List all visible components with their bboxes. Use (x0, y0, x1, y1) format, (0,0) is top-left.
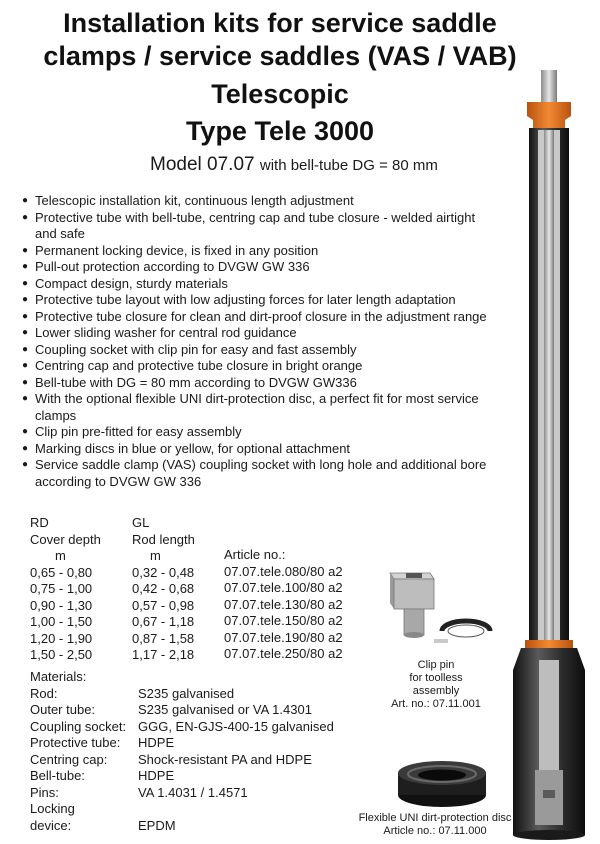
clip-pin-caption (380, 659, 492, 711)
table-cell-rd: 0,65 - 0,80 (30, 564, 93, 580)
socket-face (394, 579, 434, 609)
inner-rod (544, 130, 554, 660)
table-column-article (224, 547, 343, 663)
material-value: S235 galvanised or VA 1.4301 (138, 702, 312, 717)
feature-item: ● Protective tube with bell-tube, centring cap and tube closure - welded airtight and safe (22, 210, 492, 243)
socket-body (390, 573, 394, 609)
material-row (30, 785, 334, 802)
feature-item: ● Protective tube closure for clean and dirt-proof closure in the adjustment range (22, 309, 492, 326)
disc-hole (418, 770, 466, 781)
gl-header: GL (132, 515, 150, 530)
material-row (30, 702, 334, 719)
telescopic-kit-illustration (505, 70, 595, 840)
table-cell-gl: 0,42 - 0,68 (132, 581, 195, 596)
table-cell-gl: 0,32 - 0,48 (132, 564, 195, 580)
locking-value: EPDM (138, 817, 176, 833)
material-row (30, 768, 334, 785)
feature-list (22, 193, 492, 490)
material-label: Protective tube: (30, 735, 121, 750)
table-cell-rd: 1,20 - 1,90 (30, 630, 93, 646)
feature-item: ● Marking discs in blue or yellow, for optional attachment (22, 441, 492, 458)
feature-item: ● Centring cap and protective tube closure in bright orange (22, 358, 492, 375)
disc-caption-line: Flexible UNI dirt-protection disc (358, 812, 512, 824)
feature-item: ● Service saddle clamp (VAS) coupling socket with long hole and additional bore according to DVGW GW 336 (22, 457, 492, 490)
rd-subheader: Cover depth (30, 531, 101, 547)
model-line (150, 154, 438, 176)
table-cell-rd: 0,90 - 1,30 (30, 597, 93, 613)
materials-heading: Materials: (30, 669, 87, 684)
gl-subheader: Rod length (132, 531, 195, 547)
table-column-gl (132, 515, 195, 664)
feature-item: ● Protective tube layout with low adjusting forces for later length adaptation (22, 292, 492, 309)
material-value: S235 galvanised (138, 685, 235, 701)
table-cell-gl: 0,87 - 1,58 (132, 630, 195, 646)
gl-unit: m (150, 548, 161, 563)
material-row (30, 752, 334, 769)
feature-item: ● With the optional flexible UNI dirt-protection disc, a perfect fit for most service clamps (22, 391, 492, 424)
socket-base (404, 632, 424, 638)
clip-pin-hole (543, 790, 555, 798)
title-line-2: clamps / service saddles (VAS / VAB) (43, 41, 517, 71)
material-label: Bell-tube: (30, 768, 85, 783)
model-main: Model 07.07 (150, 154, 255, 175)
socket-hole (406, 573, 422, 578)
model-suffix: with bell-tube DG = 80 mm (259, 157, 438, 174)
table-cell-rd: 1,50 - 2,50 (30, 647, 93, 662)
table-cell-article: 07.07.tele.150/80 a2 (224, 613, 343, 628)
title-line-3: Telescopic (211, 79, 349, 109)
table-cell-gl: 0,57 - 0,98 (132, 597, 195, 613)
table-cell-article: 07.07.tele.100/80 a2 (224, 580, 343, 595)
table-cell-article: 07.07.tele.130/80 a2 (224, 596, 343, 612)
feature-item: ● Permanent locking device, is fixed in any position (22, 243, 492, 260)
material-label: Rod: (30, 685, 58, 701)
locking-label-line1: Locking (30, 801, 75, 816)
feature-item: ● Telescopic installation kit, continuous length adjustment (22, 193, 492, 210)
feature-item: ● Clip pin pre-fitted for easy assembly (22, 424, 492, 441)
material-row (30, 735, 334, 752)
article-header: Article no.: (224, 547, 286, 562)
table-cell-rd: 1,00 - 1,50 (30, 614, 93, 629)
material-label: Outer tube: (30, 702, 96, 717)
rd-unit: m (55, 548, 66, 563)
feature-item: ● Compact design, sturdy materials (22, 276, 492, 293)
material-row (30, 818, 334, 835)
table-cell-article: 07.07.tele.250/80 a2 (224, 646, 343, 661)
clip-ring-inner (448, 625, 484, 637)
title-line-4: Type Tele 3000 (185, 116, 375, 146)
material-value: HDPE (138, 735, 175, 750)
table-column-rd (30, 515, 101, 664)
locking-label-line2: device: (30, 817, 72, 833)
centring-cap (527, 102, 571, 130)
materials-block (30, 669, 334, 834)
disc-caption-line: Article no.: 07.11.000 (383, 825, 487, 837)
table-cell-article: 07.07.tele.190/80 a2 (224, 629, 343, 645)
socket-neck (404, 609, 424, 635)
material-label: Centring cap: (30, 751, 108, 767)
table-cell-article: 07.07.tele.080/80 a2 (224, 563, 343, 579)
clip-pin-end (434, 639, 448, 643)
dirt-protection-disc-illustration (392, 755, 492, 811)
coupling-socket (539, 660, 559, 770)
material-value: HDPE (138, 768, 175, 783)
material-value: GGG, EN-GJS-400-15 galvanised (138, 718, 334, 734)
clip-pin-caption-line: for toolless (409, 672, 463, 684)
disc-caption (335, 812, 535, 838)
clip-ring (442, 621, 490, 631)
rd-header: RD (30, 515, 49, 530)
table-cell-rd: 0,75 - 1,00 (30, 581, 93, 596)
clip-pin-caption-line: Clip pin (417, 659, 455, 671)
feature-item: ● Coupling socket with clip pin for easy and fast assembly (22, 342, 492, 359)
feature-item: ● Pull-out protection according to DVGW GW 336 (22, 259, 492, 276)
material-row (30, 686, 334, 703)
table-cell-gl: 0,67 - 1,18 (132, 614, 195, 629)
material-label: Coupling socket: (30, 718, 127, 734)
feature-item: ● Lower sliding washer for central rod guidance (22, 325, 492, 342)
table-cell-gl: 1,17 - 2,18 (132, 647, 195, 662)
material-value: VA 1.4031 / 1.4571 (138, 784, 248, 800)
clip-pin-caption-line: assembly (412, 685, 460, 697)
feature-item: ● Bell-tube with DG = 80 mm according to DVGW GW336 (22, 375, 492, 392)
material-value: Shock-resistant PA and HDPE (138, 751, 312, 767)
clip-pin-caption-line: Art. no.: 07.11.001 (391, 698, 481, 710)
clip-pin-illustration (372, 565, 502, 657)
material-row (30, 719, 334, 736)
material-label: Pins: (30, 784, 59, 800)
title-line-1: Installation kits for service saddle (63, 8, 497, 38)
